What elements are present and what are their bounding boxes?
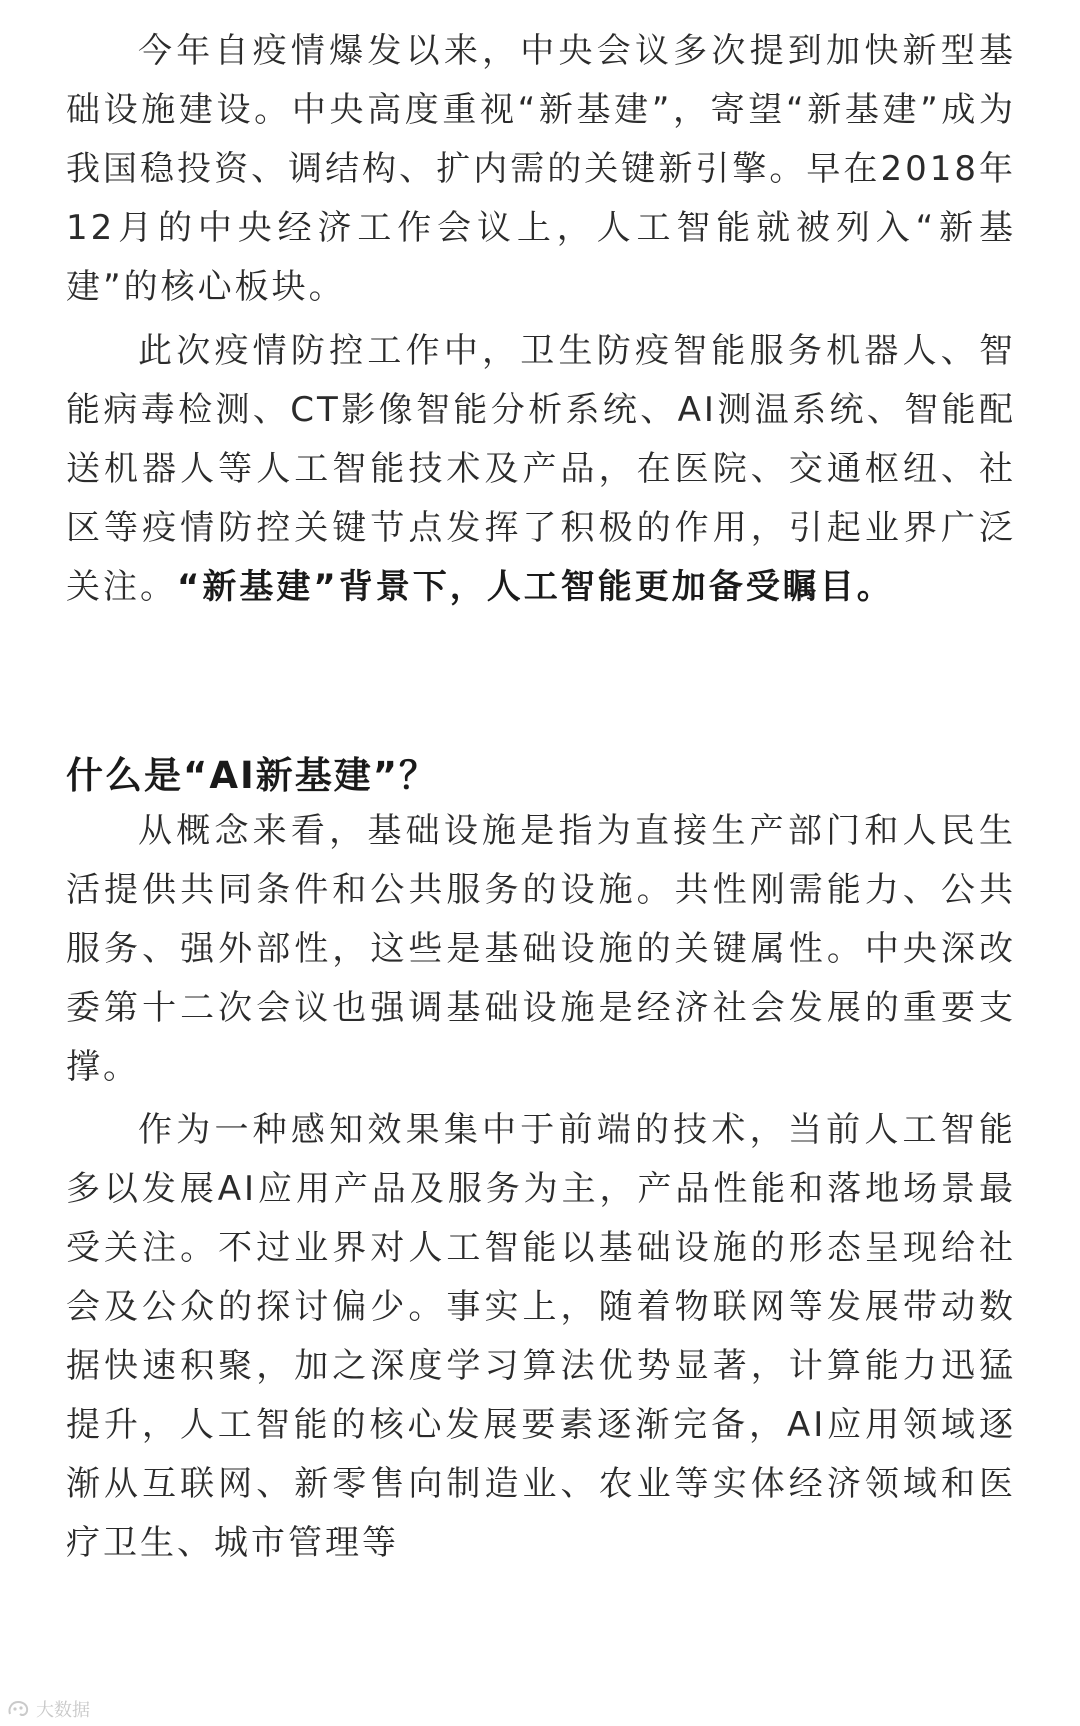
paragraph-2 bbox=[66, 322, 1016, 617]
watermark-text: 大数据 bbox=[36, 1700, 90, 1720]
paragraph-4: 作为一种感知效果集中于前端的技术，当前人工智能多以发展AI应用产品及服务为主，产品性能和落地场景最受关注。不过业界对人工智能以基础设施的形态呈现给社会及公众的探讨偏少。事实上，随着物联网等发展带动数据快速积聚，加之深度学习算法优势显著，计算能力迅猛提升，人工智能的核心发展要素逐渐完备，AI应用领域逐渐从互联网、新零售向制造业、农业等实体经济领域和医疗卫生、城市管理等 bbox=[66, 1110, 1016, 1563]
paragraph-2-bold-text: “新基建”背景下，人工智能更加备受瞩目。 bbox=[177, 567, 894, 607]
watermark-logo-icon bbox=[6, 1698, 32, 1720]
paragraph-1: 今年自疫情爆发以来，中央会议多次提到加快新型基础设施建设。中央高度重视“新基建”，寄望“新基建”成为我国稳投资、调结构、扩内需的关键新引擎。早在2018年12月的中央经济工作会议上，人工智能就被列入“新基建”的核心板块。 bbox=[66, 31, 1016, 307]
watermark bbox=[6, 1696, 90, 1722]
paragraph-3: 从概念来看，基础设施是指为直接生产部门和人民生活提供共同条件和公共服务的设施。共性刚需能力、公共服务、强外部性，这些是基础设施的关键属性。中央深改委第十二次会议也强调基础设施是经济社会发展的重要支撑。 bbox=[66, 811, 1016, 1087]
paragraph-2-text: 此次疫情防控工作中，卫生防疫智能服务机器人、智能病毒检测、CT影像智能分析系统、AI测温系统、智能配送机器人等人工智能技术及产品，在医院、交通枢纽、社区等疫情防控关键节点发挥了积极的作用，引起业界广泛关注。 bbox=[66, 331, 1016, 607]
section-heading: 什么是“AI新基建”？ bbox=[66, 754, 439, 797]
